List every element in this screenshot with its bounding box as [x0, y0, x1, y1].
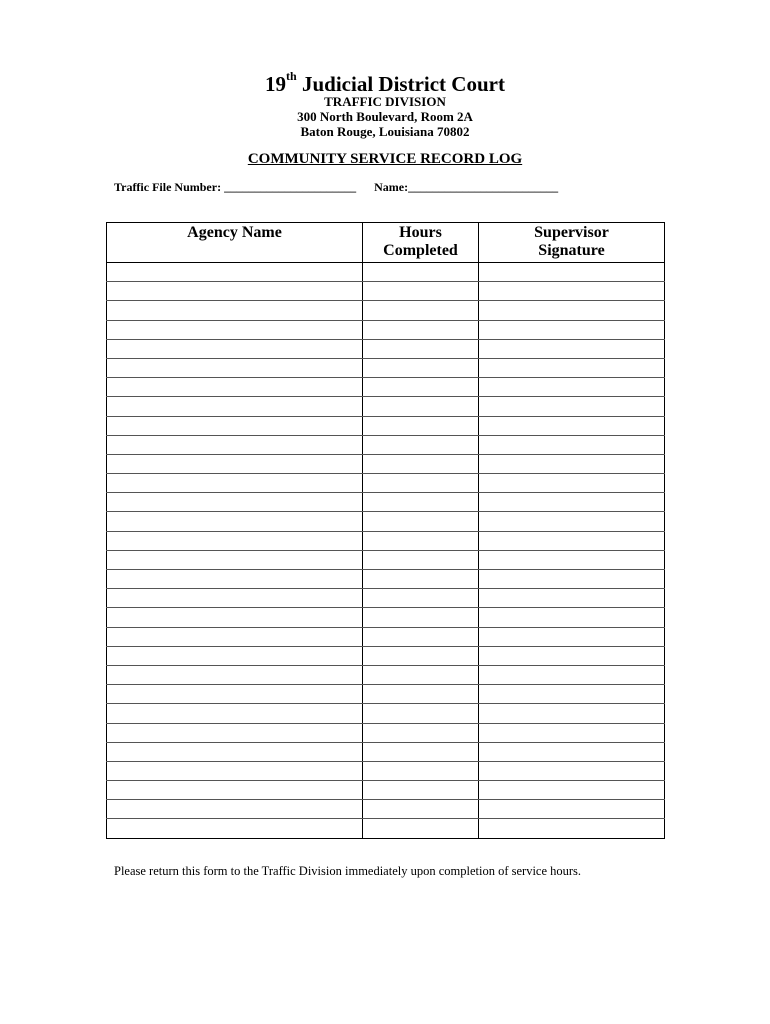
traffic-file-label: Traffic File Number: [114, 180, 222, 194]
supervisor-signature-cell[interactable] [479, 320, 665, 339]
table-row [107, 704, 665, 723]
table-row [107, 435, 665, 454]
supervisor-signature-cell[interactable] [479, 263, 665, 282]
supervisor-signature-cell[interactable] [479, 685, 665, 704]
agency-name-cell[interactable] [107, 550, 363, 569]
supervisor-signature-cell[interactable] [479, 570, 665, 589]
agency-name-cell[interactable] [107, 665, 363, 684]
division-name: TRAFFIC DIVISION [324, 94, 446, 109]
supervisor-signature-cell[interactable] [479, 282, 665, 301]
table-row [107, 589, 665, 608]
hours-completed-cell[interactable] [363, 493, 479, 512]
table-row [107, 646, 665, 665]
hours-completed-cell[interactable] [363, 608, 479, 627]
hours-completed-cell[interactable] [363, 320, 479, 339]
table-row [107, 742, 665, 761]
supervisor-signature-cell[interactable] [479, 646, 665, 665]
supervisor-signature-cell[interactable] [479, 589, 665, 608]
hours-completed-cell[interactable] [363, 531, 479, 550]
hours-completed-cell[interactable] [363, 819, 479, 838]
table-row [107, 608, 665, 627]
hours-completed-cell[interactable] [363, 282, 479, 301]
agency-name-cell[interactable] [107, 819, 363, 838]
agency-name-cell[interactable] [107, 454, 363, 473]
hours-completed-cell[interactable] [363, 665, 479, 684]
court-number: 19 [265, 72, 287, 96]
table-row [107, 358, 665, 377]
hours-completed-cell[interactable] [363, 742, 479, 761]
agency-name-cell[interactable] [107, 263, 363, 282]
agency-name-cell[interactable] [107, 723, 363, 742]
supervisor-signature-header-line2: Signature [538, 242, 605, 259]
agency-name-cell[interactable] [107, 704, 363, 723]
table-row [107, 320, 665, 339]
log-rows [107, 263, 665, 839]
supervisor-signature-cell[interactable] [479, 819, 665, 838]
agency-name-cell[interactable] [107, 378, 363, 397]
table-row [107, 781, 665, 800]
agency-name-cell[interactable] [107, 589, 363, 608]
supervisor-signature-cell[interactable] [479, 416, 665, 435]
table-row [107, 474, 665, 493]
table-row [107, 570, 665, 589]
supervisor-signature-cell[interactable] [479, 493, 665, 512]
hours-completed-cell[interactable] [363, 474, 479, 493]
agency-name-cell[interactable] [107, 358, 363, 377]
hours-completed-cell[interactable] [363, 800, 479, 819]
court-number-suffix: th [286, 69, 297, 83]
table-row [107, 761, 665, 780]
hours-completed-cell[interactable] [363, 358, 479, 377]
hours-completed-header [363, 223, 479, 263]
hours-completed-cell[interactable] [363, 781, 479, 800]
table-row [107, 339, 665, 358]
agency-name-cell[interactable] [107, 282, 363, 301]
supervisor-signature-cell[interactable] [479, 742, 665, 761]
court-title [0, 69, 770, 96]
table-row [107, 512, 665, 531]
agency-name-cell[interactable] [107, 685, 363, 704]
supervisor-signature-cell[interactable] [479, 358, 665, 377]
table-row [107, 378, 665, 397]
supervisor-signature-cell[interactable] [479, 627, 665, 646]
supervisor-signature-cell[interactable] [479, 550, 665, 569]
hours-completed-cell[interactable] [363, 512, 479, 531]
supervisor-signature-cell[interactable] [479, 435, 665, 454]
table-row [107, 493, 665, 512]
hours-completed-cell[interactable] [363, 704, 479, 723]
table-row [107, 800, 665, 819]
table-header-row [107, 223, 665, 263]
hours-completed-cell[interactable] [363, 339, 479, 358]
hours-completed-cell[interactable] [363, 378, 479, 397]
traffic-file-field[interactable]: ______________________ [224, 180, 357, 194]
service-log-table [106, 222, 665, 839]
table-row [107, 301, 665, 320]
hours-completed-cell[interactable] [363, 589, 479, 608]
supervisor-signature-cell[interactable] [479, 301, 665, 320]
agency-name-cell[interactable] [107, 435, 363, 454]
agency-name-cell[interactable] [107, 512, 363, 531]
supervisor-signature-cell[interactable] [479, 397, 665, 416]
agency-name-cell[interactable] [107, 531, 363, 550]
hours-completed-cell[interactable] [363, 301, 479, 320]
agency-name-cell[interactable] [107, 320, 363, 339]
supervisor-signature-cell[interactable] [479, 474, 665, 493]
supervisor-signature-cell[interactable] [479, 781, 665, 800]
return-instructions: Please return this form to the Traffic Division immediately upon completion of service hours. [114, 864, 582, 878]
table-row [107, 665, 665, 684]
hours-completed-cell[interactable] [363, 435, 479, 454]
table-row [107, 627, 665, 646]
table-row [107, 263, 665, 282]
table-row [107, 282, 665, 301]
supervisor-signature-cell[interactable] [479, 378, 665, 397]
table-row [107, 550, 665, 569]
supervisor-signature-header [479, 223, 665, 263]
supervisor-signature-cell[interactable] [479, 339, 665, 358]
hours-completed-cell[interactable] [363, 761, 479, 780]
agency-name-cell[interactable] [107, 761, 363, 780]
agency-name-cell[interactable] [107, 339, 363, 358]
agency-name-cell[interactable] [107, 570, 363, 589]
name-label: Name: [374, 180, 409, 194]
name-field[interactable]: _________________________ [408, 180, 559, 194]
supervisor-signature-cell[interactable] [479, 608, 665, 627]
hours-completed-cell[interactable] [363, 397, 479, 416]
hours-completed-cell[interactable] [363, 646, 479, 665]
hours-completed-cell[interactable] [363, 550, 479, 569]
agency-name-cell[interactable] [107, 397, 363, 416]
hours-completed-cell[interactable] [363, 416, 479, 435]
agency-name-cell[interactable] [107, 646, 363, 665]
agency-name-cell[interactable] [107, 608, 363, 627]
table-row [107, 397, 665, 416]
address-line-1: 300 North Boulevard, Room 2A [297, 109, 473, 124]
table-row [107, 416, 665, 435]
table-row [107, 531, 665, 550]
hours-completed-cell[interactable] [363, 627, 479, 646]
table-row [107, 723, 665, 742]
agency-name-cell[interactable] [107, 742, 363, 761]
supervisor-signature-cell[interactable] [479, 512, 665, 531]
hours-completed-cell[interactable] [363, 723, 479, 742]
supervisor-signature-cell[interactable] [479, 704, 665, 723]
supervisor-signature-cell[interactable] [479, 761, 665, 780]
table-row [107, 819, 665, 838]
court-name: Judicial District Court [301, 72, 505, 96]
agency-name-cell[interactable] [107, 416, 363, 435]
supervisor-signature-cell[interactable] [479, 454, 665, 473]
table-row [107, 454, 665, 473]
agency-name-cell[interactable] [107, 800, 363, 819]
supervisor-signature-cell[interactable] [479, 531, 665, 550]
table-row [107, 685, 665, 704]
hours-completed-header-line1: Hours [399, 224, 442, 241]
supervisor-signature-cell[interactable] [479, 800, 665, 819]
supervisor-signature-header-line1: Supervisor [534, 224, 609, 241]
agency-name-cell[interactable] [107, 627, 363, 646]
hours-completed-cell[interactable] [363, 685, 479, 704]
agency-name-header [107, 223, 363, 263]
identity-fields [114, 180, 558, 194]
supervisor-signature-cell[interactable] [479, 723, 665, 742]
hours-completed-cell[interactable] [363, 263, 479, 282]
agency-name-cell[interactable] [107, 493, 363, 512]
hours-completed-header-line2: Completed [383, 242, 458, 259]
agency-name-cell[interactable] [107, 474, 363, 493]
agency-name-header-line1: Agency Name [187, 224, 282, 241]
address-line-2: Baton Rouge, Louisiana 70802 [300, 124, 470, 139]
supervisor-signature-cell[interactable] [479, 665, 665, 684]
agency-name-cell[interactable] [107, 301, 363, 320]
agency-name-cell[interactable] [107, 781, 363, 800]
form-title: COMMUNITY SERVICE RECORD LOG [247, 151, 523, 167]
hours-completed-cell[interactable] [363, 454, 479, 473]
hours-completed-cell[interactable] [363, 570, 479, 589]
